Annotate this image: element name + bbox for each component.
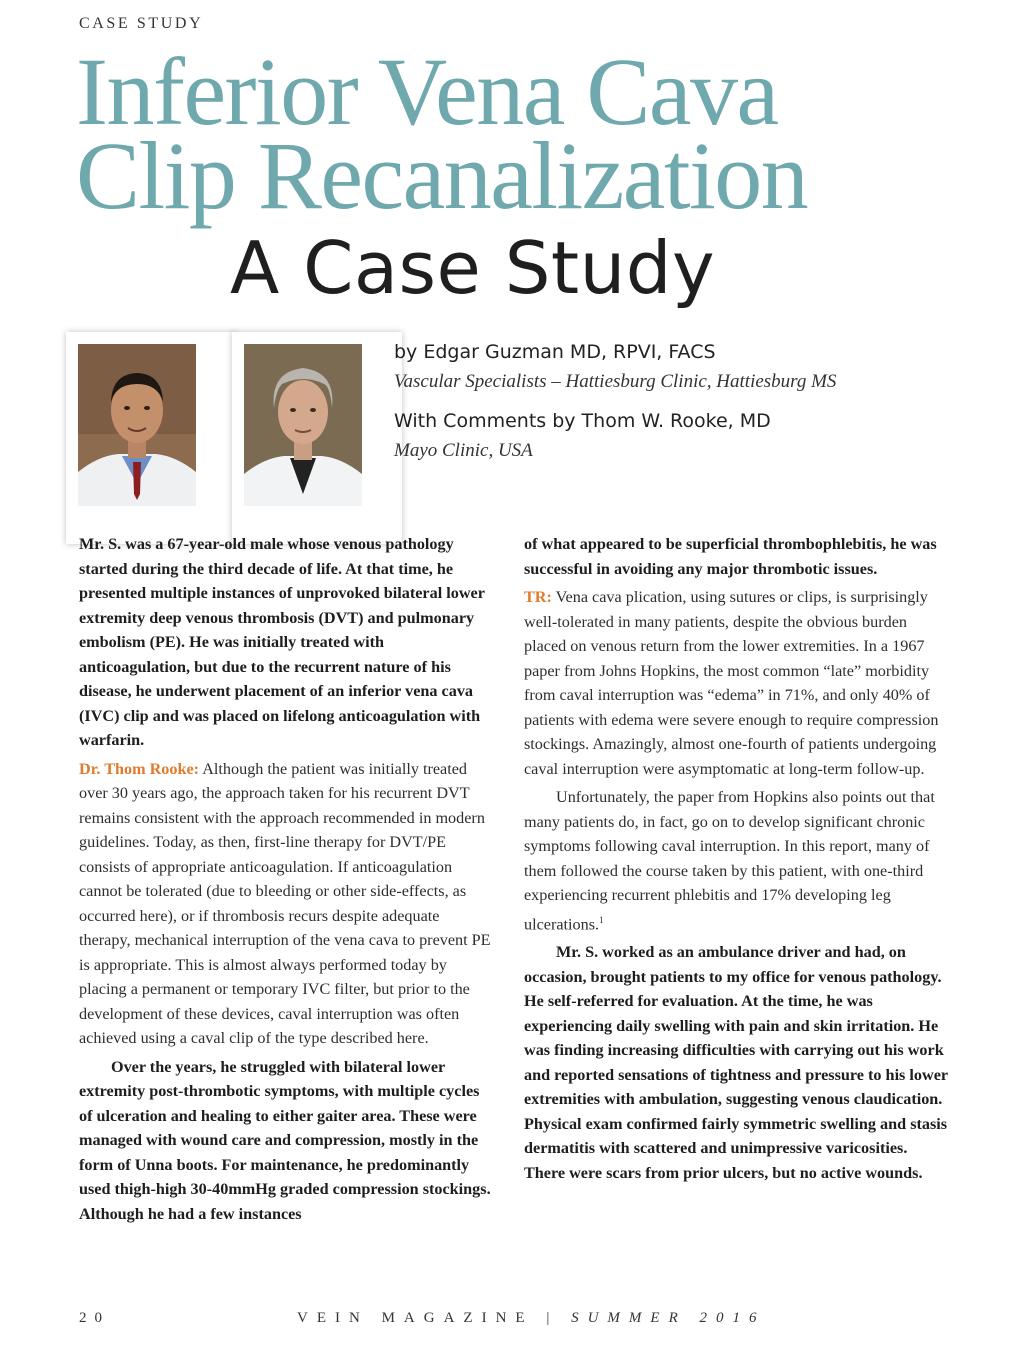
author-name: by Edgar Guzman MD, RPVI, FACS bbox=[394, 341, 716, 363]
paragraph-case-intro: Mr. S. was a 67-year-old male whose venous pathology started during the third decade of life. At that time, he presented multiple instances of unprovoked bilateral lower extremity deep venous thrombosis (DVT) and pulmonary embolism (PE). He was initially treated with anticoagulation, but due to the recurrent nature of his disease, he underwent placement of an inferior vena cava (IVC) clip and was placed on lifelong anticoagulation with warfarin. bbox=[79, 535, 485, 749]
commenter-affiliation: Mayo Clinic, USA bbox=[394, 440, 533, 461]
commenter-lead: Dr. Thom Rooke: bbox=[79, 759, 200, 778]
paragraph-continued: of what appeared to be superficial thrombophlebitis, he was successful in avoiding any major thrombotic issues. bbox=[524, 535, 937, 578]
author-affiliation: Vascular Specialists – Hattiesburg Clinic, Hattiesburg MS bbox=[394, 371, 837, 392]
paragraph-rooke-comment bbox=[79, 757, 493, 1051]
section-kicker: CASE STUDY bbox=[79, 15, 204, 32]
tr-comment-body: Vena cava plication, using sutures or clips, is surprisingly well-tolerated in many patients, despite the obvious burden placed on venous return from the lower extremities. In a 1967 paper from Johns Hopkins, the most common “late” morbidity from caval interruption was “edema” in 71%, and only 40% of patients with edema were severe enough to require compression stockings. Amazingly, almost one-fourth of patients undergoing caval interruption were asymptomatic at long-term follow-up. bbox=[524, 588, 939, 778]
footer-separator: | bbox=[546, 1310, 559, 1326]
article-title bbox=[76, 38, 808, 229]
hopkins-body: Unfortunately, the paper from Hopkins also points out that many patients do, in fact, go on to develop significant chronic symptoms following caval interruption. In this report, many of them followed the course taken by this patient, with one-third experiencing recurrent phlebitis and 17% developing leg ulcerations. bbox=[524, 788, 935, 933]
author-photo-frame bbox=[66, 332, 236, 544]
article-subtitle: A Case Study bbox=[230, 226, 716, 310]
paragraph-tr-comment bbox=[524, 585, 948, 781]
commenter-photo-frame bbox=[232, 332, 402, 544]
magazine-name: VEIN MAGAZINE bbox=[297, 1310, 534, 1326]
comment-body: Although the patient was initially treated over 30 years ago, the approach taken for his recurrent DVT remains consistent with the approach recommended in modern guidelines. Today, as then, first-line therapy for DVT/PE consists of appropriate anticoagulation. If anticoagulation cannot be tolerated (due to bleeding or other side-effects, as occurred here), or if thrombosis recurs despite adequate therapy, mechanical interruption of the vena cava to prevent PE is appropriate. This is almost always performed today by placing a permanent or temporary IVC filter, but prior to the development of these devices, caval interruption was often achieved using a caval clip of the type described here. bbox=[79, 759, 491, 1047]
tr-lead: TR: bbox=[524, 588, 552, 606]
title-line-1: Inferior Vena Cava bbox=[76, 38, 778, 145]
right-column bbox=[524, 532, 948, 1189]
title-line-2: Clip Recanalization bbox=[76, 122, 808, 229]
magazine-credit bbox=[297, 1310, 765, 1327]
paragraph-evaluation: Mr. S. worked as an ambulance driver and had, on occasion, brought patients to my office for venous pathology. He self-referred for evaluation. At the time, he was experiencing daily swelling with pain and skin irritation. He was finding increasing difficulties with carrying out his work and reported sensations of tightness and pressure to his lower extremities with ambulation, suggesting venous claudication. Physical exam confirmed fairly symmetric swelling and stasis dermatitis with scattered and unimpressive varicosities. There were scars from prior ulcers, but no active wounds. bbox=[524, 943, 948, 1182]
issue-date: SUMMER 2016 bbox=[571, 1310, 766, 1326]
reference-marker: 1 bbox=[599, 914, 604, 925]
commenter-name: With Comments by Thom W. Rooke, MD bbox=[394, 410, 771, 432]
paragraph-hopkins bbox=[524, 785, 948, 936]
page-number: 20 bbox=[79, 1310, 110, 1326]
author-portrait-image bbox=[78, 344, 196, 506]
byline bbox=[394, 339, 894, 477]
paragraph-post-thrombotic: Over the years, he struggled with bilateral lower extremity post-thrombotic symptoms, with multiple cycles of ulceration and healing to either gaiter area. These were managed with wound care and compression, mostly in the form of Unna boots. For maintenance, he predominantly used thigh-high 30-40mmHg graded compression stockings. Although he had a few instances bbox=[79, 1057, 491, 1223]
left-column bbox=[79, 532, 493, 1230]
commenter-portrait-image bbox=[244, 344, 362, 506]
